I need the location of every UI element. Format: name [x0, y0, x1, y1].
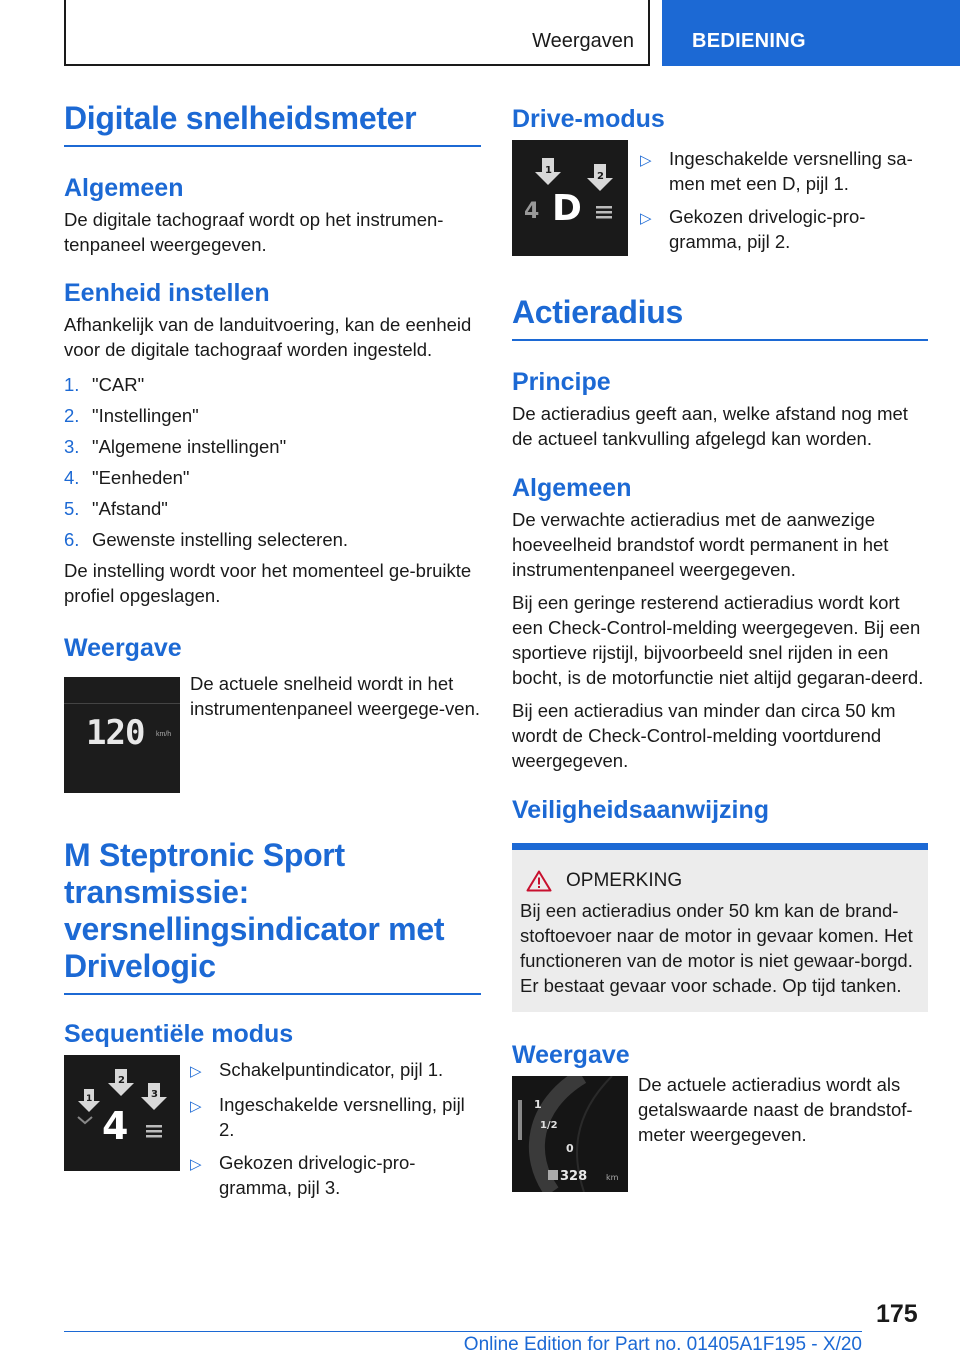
display-line [64, 703, 180, 704]
chevron-down-icon [78, 1117, 92, 1123]
speed-unit: km/h [156, 731, 172, 738]
list-item [64, 403, 481, 428]
section-title-steptronic: M Steptronic Sport transmissie: versnellingsindicator met Drivelogic [64, 837, 481, 995]
step-number: 1. [64, 374, 80, 395]
drive-bullets [640, 146, 928, 262]
bullet-text: Gekozen drivelogic-pro-gramma, pijl 3. [219, 1152, 416, 1198]
page-number: 175 [876, 1300, 918, 1328]
step-label: "CAR" [92, 374, 145, 395]
bullet-triangle-icon: ▷ [640, 152, 652, 169]
fuel-range-display-image [512, 1076, 628, 1192]
warning-title: OPMERKING [566, 870, 683, 891]
fuel-mark-half: 1/2 [540, 1120, 558, 1131]
bullet-triangle-icon: ▷ [640, 210, 652, 227]
sequential-bullets [190, 1057, 481, 1208]
bullet-text: Schakelpuntindicator, pijl 1. [219, 1059, 444, 1080]
drive-mode-row [512, 140, 928, 262]
warning-title-row [520, 870, 920, 892]
paragraph-algemeen: De digitale tachograaf wordt op het instrumen-tenpaneel weergegeven. [64, 209, 444, 255]
step-label: "Algemene instellingen" [92, 436, 287, 457]
heading-veiligheidsaanwijzing: Veiligheidsaanwijzing [512, 796, 770, 824]
list-item [64, 434, 481, 459]
list-item [64, 496, 481, 521]
speed-value: 120 [86, 713, 145, 753]
bullet-text: Gekozen drivelogic-pro-gramma, pijl 2. [669, 206, 866, 252]
drive-mode-indicator-image [512, 140, 628, 256]
paragraph-principe: De actieradius geeft aan, welke afstand nog met de actueel tankvulling afgelegd kan worden. [512, 403, 908, 449]
range-unit: km [606, 1173, 619, 1182]
step-label: "Instellingen" [92, 405, 199, 426]
bullet-text: Ingeschakelde versnelling, pijl 2. [219, 1094, 465, 1140]
paragraph-profile-saved: De instelling wordt voor het momenteel ge-bruikte profiel opgeslagen. [64, 560, 472, 606]
arrow-2-label: 2 [597, 171, 604, 182]
gear-number: 4 [524, 199, 540, 224]
list-item [64, 372, 481, 397]
header-chapter-tab [662, 0, 960, 66]
warning-box [512, 843, 928, 1012]
section-title-snelheidsmeter: Digitale snelheidsmeter [64, 100, 481, 147]
gear-arrows-graphic [64, 1055, 180, 1171]
list-item [64, 527, 481, 552]
range-display-row [512, 1076, 928, 1192]
paragraph-weergave-actieradius: De actuele actieradius wordt als getalswaarde naast de brandstof-meter weergegeven. [638, 1074, 913, 1145]
footer-divider [64, 1331, 862, 1332]
heading-sequentiele-modus: Sequentiële modus [64, 1020, 294, 1048]
bullet-triangle-icon: ▷ [190, 1063, 202, 1080]
paragraph-algemeen-3: Bij een actieradius van minder dan circa 50 km wordt de Check-Control-melding voortdurend weergegeven. [512, 700, 896, 771]
steps-list [64, 372, 481, 552]
list-item [640, 146, 928, 196]
sequential-gear-indicator-image [64, 1055, 180, 1171]
step-label: "Afstand" [92, 498, 168, 519]
step-number: 6. [64, 529, 80, 550]
arrow-1-label: 1 [86, 1094, 93, 1104]
range-value: 328 [560, 1169, 588, 1184]
step-number: 3. [64, 436, 80, 457]
fuel-mark-full: 1 [534, 1098, 542, 1111]
header-section-title: Weergaven [532, 30, 634, 52]
list-item [190, 1092, 481, 1142]
drivelogic-program-icon [596, 206, 612, 219]
current-gear: 4 [102, 1104, 129, 1148]
step-label: Gewenste instelling selecteren. [92, 529, 349, 550]
paragraph-weergave-snelheid: De actuele snelheid wordt in het instrumentenpaneel weergege-ven. [190, 673, 481, 719]
digital-speed-display-image [64, 677, 180, 793]
header-chapter-title: BEDIENING [692, 30, 806, 52]
heading-eenheid-instellen: Eenheid instellen [64, 279, 270, 307]
drive-arrows-graphic [512, 140, 628, 256]
right-column [512, 104, 928, 1192]
step-label: "Eenheden" [92, 467, 190, 488]
bullet-text: Ingeschakelde versnelling sa-men met een D, pijl 1. [669, 148, 913, 194]
step-number: 2. [64, 405, 80, 426]
paragraph-algemeen-2: Bij een geringe resterend actieradius wordt kort een Check-Control-melding weergegeven. Bij een sportieve rijstijl, bijvoorbeeld snel rijden in een bocht, is de motorfunctie niet altijd gegaran-deerd. [512, 592, 924, 688]
arrow-3-label: 3 [151, 1089, 158, 1100]
list-item [190, 1150, 481, 1200]
heading-weergave-snelheid: Weergave [64, 634, 182, 662]
list-item [190, 1057, 481, 1084]
heading-algemeen: Algemeen [64, 174, 184, 202]
heading-algemeen-actieradius: Algemeen [512, 474, 632, 502]
fuel-pump-icon [548, 1170, 558, 1180]
heading-principe: Principe [512, 368, 611, 396]
speed-display-row [64, 673, 481, 793]
step-number: 5. [64, 498, 80, 519]
bullet-triangle-icon: ▷ [190, 1156, 202, 1173]
paragraph-eenheid: Afhankelijk van de landuitvoering, kan de eenheid voor de digitale tachograaf worden ingesteld. [64, 314, 472, 360]
step-number: 4. [64, 467, 80, 488]
list-item [64, 465, 481, 490]
header-section-box [64, 0, 650, 66]
section-title-actieradius: Actieradius [512, 294, 928, 341]
heading-drive-modus: Drive-modus [512, 105, 665, 133]
list-item [640, 204, 928, 254]
heading-weergave-actieradius: Weergave [512, 1041, 630, 1069]
left-column [64, 100, 481, 1208]
warning-text: Bij een actieradius onder 50 km kan de brand-stoftoevoer naar de motor in gevaar komen. Het functioneren van de motor is niet gewaar-borgd. Er bestaat gevaar voor schade. Op tijd tanken. [520, 900, 913, 996]
drive-gear: D [552, 188, 582, 229]
bullet-triangle-icon: ▷ [190, 1098, 202, 1115]
footer-edition: Online Edition for Part no. 01405A1F195 - X/20 [463, 1334, 862, 1355]
arrow-2-label: 2 [118, 1075, 125, 1086]
fuel-gauge-graphic [512, 1076, 628, 1192]
arrow-1-label: 1 [545, 165, 552, 176]
paragraph-algemeen-1: De verwachte actieradius met de aanwezige hoeveelheid brandstof wordt permanent in het instrumentenpaneel weergegeven. [512, 509, 889, 580]
fuel-mark-empty: 0 [566, 1142, 574, 1155]
sequential-mode-row [64, 1055, 481, 1208]
drivelogic-program-icon [146, 1125, 162, 1138]
warning-triangle-icon [526, 870, 552, 892]
